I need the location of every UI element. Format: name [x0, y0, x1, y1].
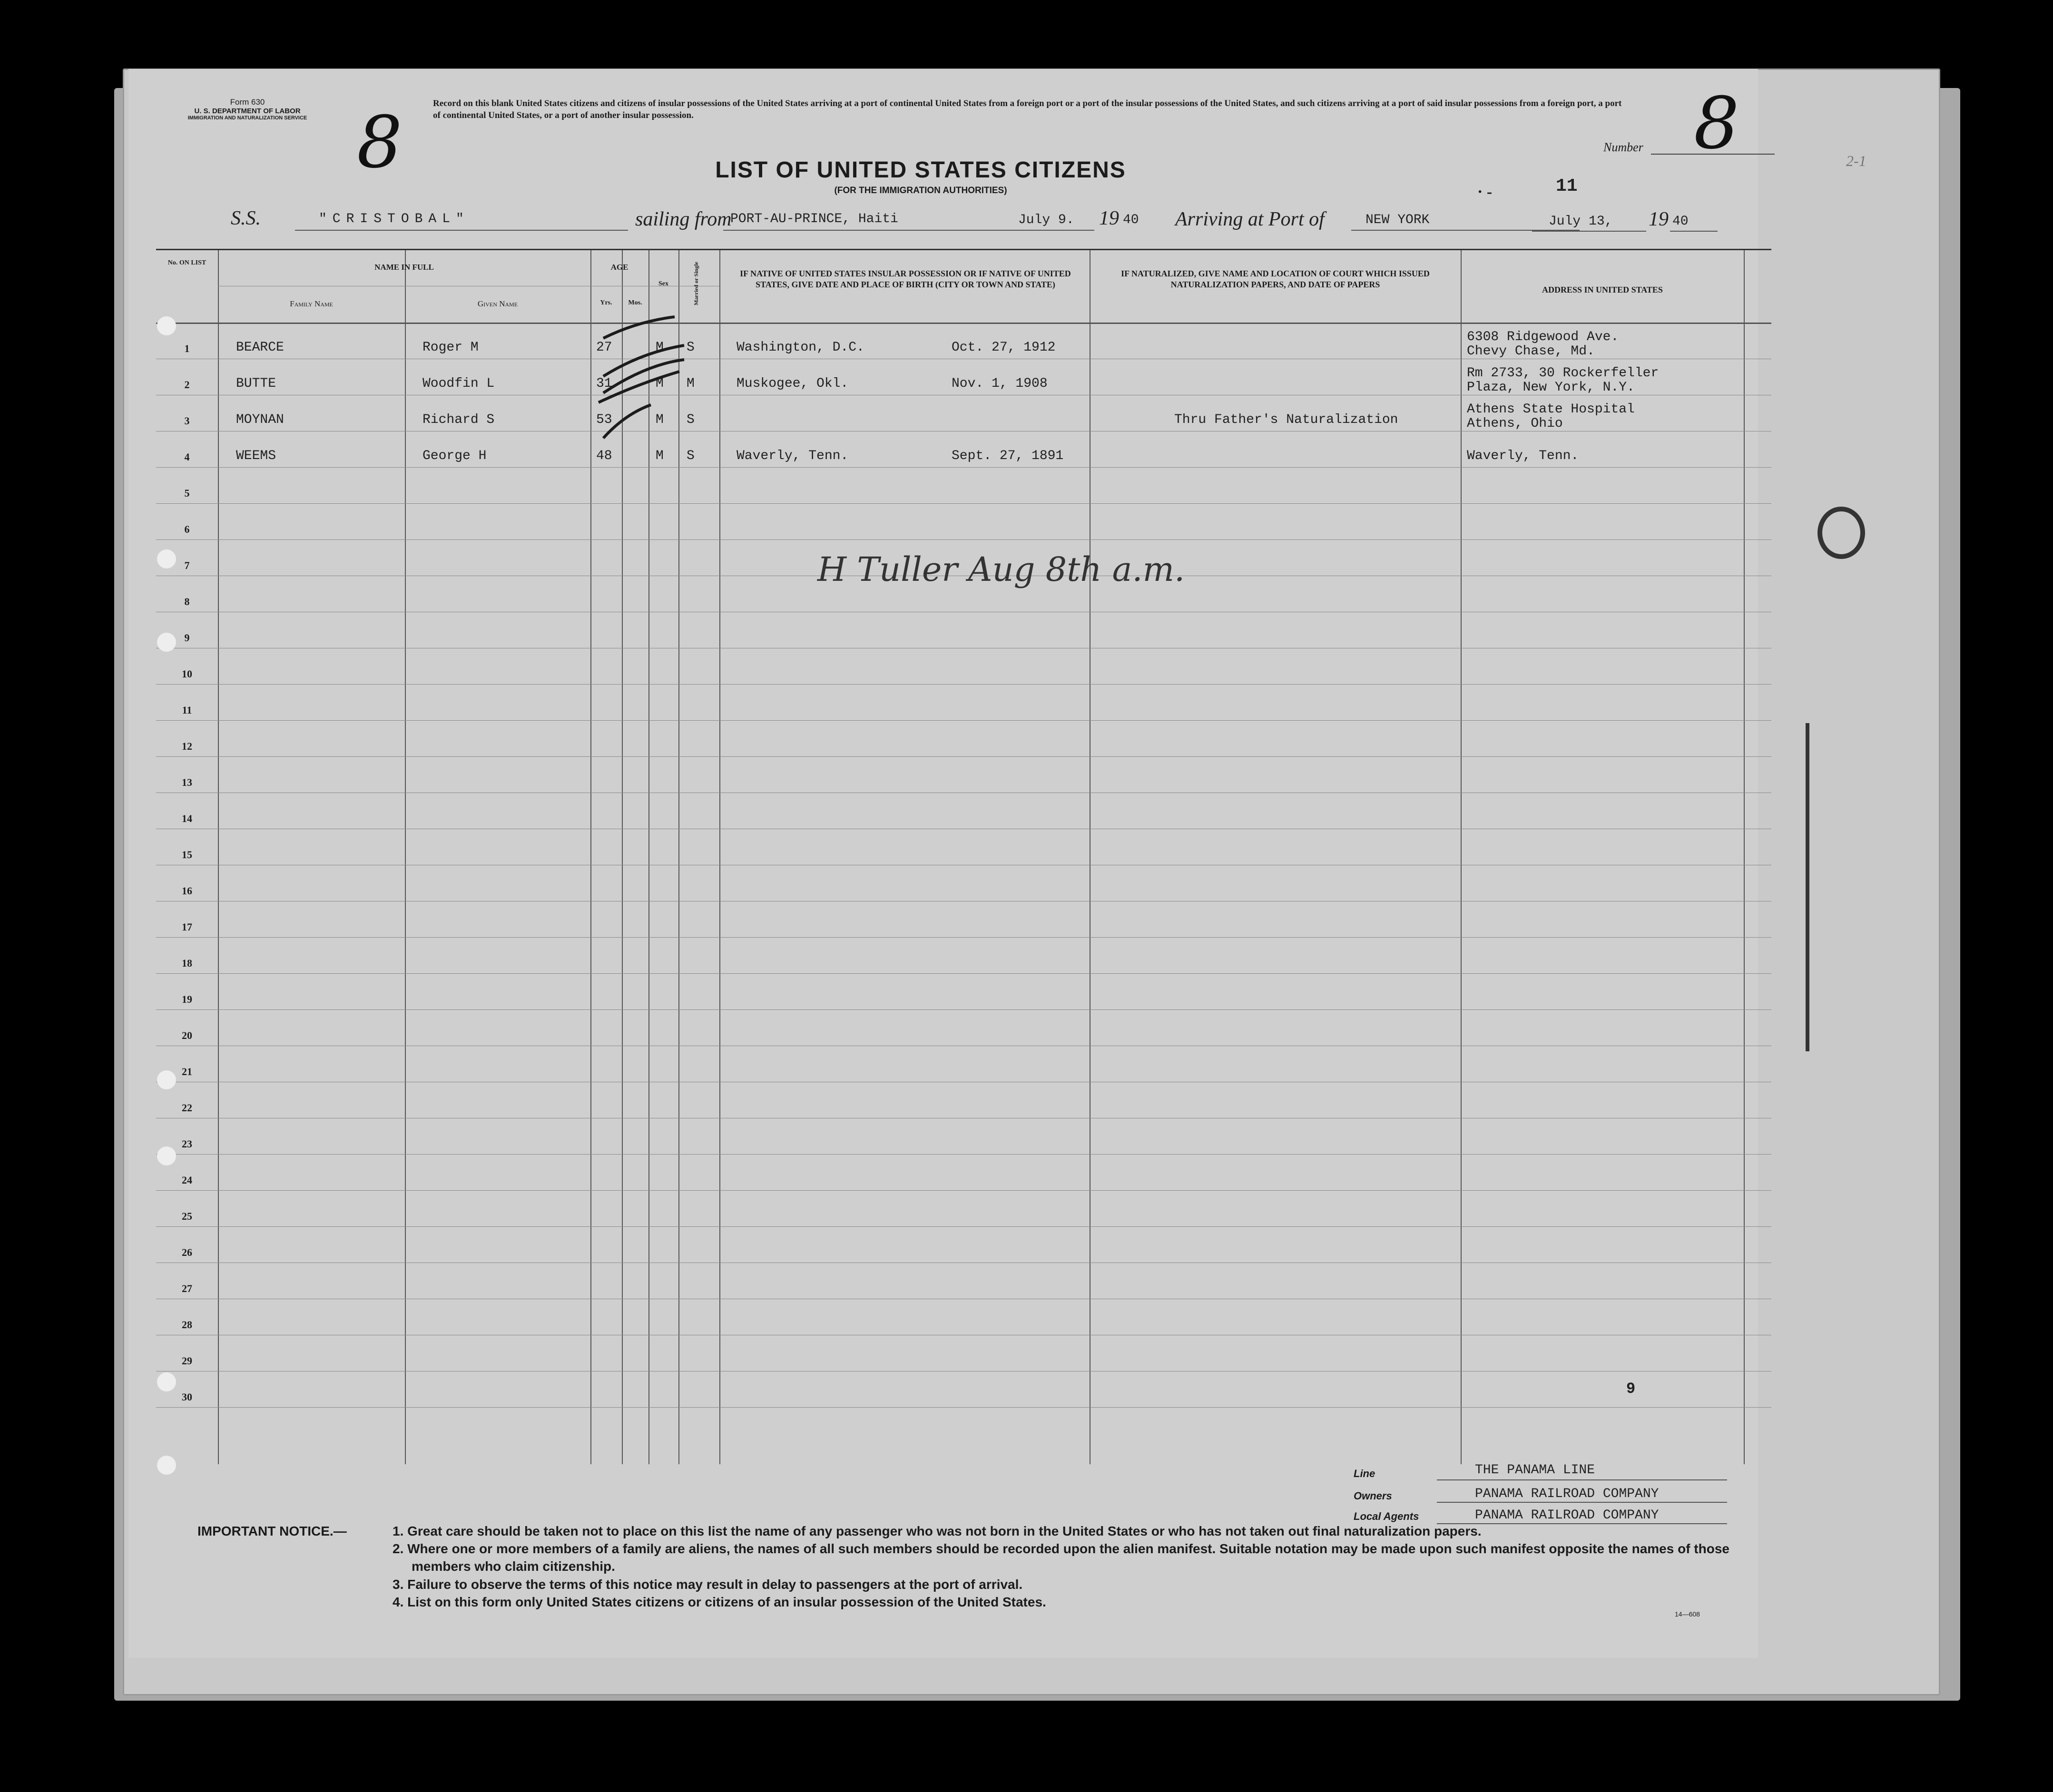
row-number: 13 — [182, 776, 192, 788]
row-line — [156, 1407, 1771, 1408]
given-name-cell: Woodfin L — [422, 376, 495, 391]
row-number: 19 — [182, 993, 192, 1005]
given-name-cell: Roger M — [422, 340, 479, 355]
row-number: 22 — [182, 1102, 192, 1114]
row-line — [156, 1154, 1771, 1155]
owners-value: PANAMA RAILROAD COMPANY — [1475, 1487, 1659, 1501]
row-number: 15 — [182, 849, 192, 861]
age-yrs-cell: 27 — [596, 340, 612, 355]
agents-value: PANAMA RAILROAD COMPANY — [1475, 1508, 1659, 1523]
binder-ring — [1817, 507, 1865, 559]
handwritten-number-left: 8 — [357, 101, 403, 184]
row-line — [156, 1226, 1771, 1227]
year-from: 40 — [1123, 213, 1139, 227]
row-number: 28 — [182, 1319, 192, 1331]
notice-item: 4. List on this form only United States citizens or citizens of an insular possession of the United States. — [393, 1594, 1046, 1609]
row-number: 24 — [182, 1174, 192, 1186]
header-married: Married or Single — [693, 262, 699, 305]
row-number: 5 — [184, 487, 190, 499]
row-number: 14 — [182, 813, 192, 824]
given-name-cell: George H — [422, 449, 487, 463]
row-number: 26 — [182, 1246, 192, 1258]
row-line — [156, 684, 1771, 685]
row-number: 6 — [184, 523, 190, 535]
line-underline — [1437, 1479, 1727, 1480]
birth-place-cell: Washington, D.C. — [737, 340, 864, 355]
row-line — [156, 1009, 1771, 1010]
notice-item: 3. Failure to observe the terms of this notice may result in delay to passengers at the port of arrival. — [393, 1577, 1023, 1592]
age-yrs-cell: 31 — [596, 376, 612, 391]
header-naturalized: IF NATURALIZED, GIVE NAME AND LOCATION OF COURT WHICH ISSUED NATURALIZATION PAPERS, AND DATE OF PAPERS — [1121, 269, 1430, 289]
year-to: 40 — [1672, 214, 1689, 229]
row-number: 16 — [182, 885, 192, 897]
naturalized-cell: Thru Father's Naturalization — [1174, 412, 1398, 427]
address-line1-cell: Athens State Hospital — [1467, 402, 1635, 417]
year-to-underline — [1670, 231, 1718, 232]
punch-hole — [157, 633, 176, 652]
family-name-cell: BUTTE — [236, 376, 276, 391]
header-given-name: Given Name — [477, 299, 518, 308]
record-instructions: Record on this blank United States citizens and citizens of insular possessions of the United States arriving at a port of continental United States from a foreign port or a port of the insular possessions of the United States, and such citizens arriving at a port of said insular possessions from a foreign port, a port of continental United States, or a port of another insular possession. — [433, 98, 1622, 121]
row-line — [156, 503, 1771, 504]
check-marks — [156, 250, 1771, 488]
row-line — [156, 756, 1771, 757]
sailing-label: sailing from — [635, 208, 732, 230]
given-name-cell: Richard S — [422, 412, 495, 427]
header-age: AGE — [610, 263, 629, 272]
footer-code: 14—608 — [1675, 1610, 1700, 1618]
notice-item: 2. Where one or more members of a family are aliens, the names of all such members should be recorded upon the alien manifest. Suitable notation may be made upon such manifest opposite the names of those members who claim citizenship. — [393, 1541, 1729, 1574]
address-line2-cell: Chevy Chase, Md. — [1467, 344, 1595, 359]
date-from-underline — [985, 230, 1094, 231]
sex-cell: M — [656, 449, 664, 463]
page-subtitle: (FOR THE IMMIGRATION AUTHORITIES) — [834, 186, 1007, 196]
punch-hole — [157, 1372, 176, 1391]
sheet-number: 11 — [1556, 176, 1578, 196]
row-number: 17 — [182, 921, 192, 933]
row-number: 9 — [184, 632, 190, 644]
year-prefix-from: 19 — [1099, 207, 1119, 229]
punch-hole — [157, 1146, 176, 1165]
punch-hole — [157, 549, 176, 568]
row-number: 2 — [184, 379, 190, 391]
row-line — [156, 539, 1771, 540]
ship-name: "CRISTOBAL" — [319, 212, 470, 226]
ss-label: S.S. — [231, 207, 261, 229]
header-birth: IF NATIVE OF UNITED STATES INSULAR POSSESSION OR IF NATIVE OF UNITED STATES, GIVE DATE AND PLACE OF BIRTH (CITY OR TOWN AND STATE) — [740, 269, 1071, 289]
row-number: 18 — [182, 957, 192, 969]
row-number: 4 — [184, 451, 190, 463]
row-number: 21 — [182, 1066, 192, 1077]
row-number: 3 — [184, 415, 190, 427]
row-number: 1 — [184, 343, 190, 354]
notice-lead: IMPORTANT NOTICE.— — [197, 1524, 347, 1538]
row-line — [156, 1190, 1771, 1191]
birth-date-cell: Nov. 1, 1908 — [952, 376, 1048, 391]
header-yrs: Yrs. — [600, 299, 612, 306]
age-yrs-cell: 48 — [596, 449, 612, 463]
marital-status-cell: S — [687, 340, 695, 355]
page-edge — [1806, 723, 1809, 1051]
handwritten-note: H Tuller Aug 8th a.m. — [817, 550, 1185, 589]
dash-mark: · - — [1477, 183, 1493, 201]
address-line1-cell: Waverly, Tenn. — [1467, 449, 1579, 463]
row-number: 7 — [184, 559, 190, 571]
department: U. S. DEPARTMENT OF LABOR — [194, 107, 301, 115]
row-line — [156, 720, 1771, 721]
number-label: Number — [1603, 140, 1643, 154]
address-line1-cell: 6308 Ridgewood Ave. — [1467, 330, 1619, 344]
header-family-name: Family Name — [290, 299, 333, 308]
manifest-table — [156, 249, 1771, 1464]
birth-date-cell: Oct. 27, 1912 — [952, 340, 1056, 355]
address-line1-cell: Rm 2733, 30 Rockerfeller — [1467, 366, 1659, 381]
row-number: 11 — [182, 704, 192, 716]
punch-hole — [157, 1070, 176, 1089]
service: IMMIGRATION AND NATURALIZATION SERVICE — [187, 115, 307, 121]
year-prefix-to: 19 — [1649, 208, 1669, 230]
marital-status-cell: S — [687, 449, 695, 463]
address-line2-cell: Plaza, New York, N.Y. — [1467, 380, 1635, 395]
port-to: NEW YORK — [1365, 213, 1430, 227]
notice-item: 1. Great care should be taken not to place on this list the name of any passenger who was not born in the United States or who has not taken out final naturalization papers. — [393, 1524, 1482, 1538]
form-number: Form 630 — [230, 98, 265, 107]
row-number: 30 — [182, 1391, 192, 1403]
row-number: 29 — [182, 1355, 192, 1367]
number-line — [1651, 154, 1775, 155]
date-to-underline — [1532, 231, 1646, 232]
row-number: 23 — [182, 1138, 192, 1150]
birth-place-cell: Muskogee, Okl. — [737, 376, 849, 391]
row-number: 25 — [182, 1210, 192, 1222]
margin-note: 2-1 — [1846, 152, 1866, 169]
header-sex: Sex — [658, 280, 668, 287]
line-value: THE PANAMA LINE — [1475, 1463, 1595, 1478]
date-to: July 13, — [1549, 214, 1613, 229]
arriving-label: Arriving at Port of — [1175, 208, 1325, 230]
header-no: No. ON LIST — [167, 259, 206, 266]
family-name-cell: WEEMS — [236, 449, 276, 463]
row-number: 10 — [182, 668, 192, 680]
address-line2-cell: Athens, Ohio — [1467, 416, 1563, 431]
header-address: ADDRESS IN UNITED STATES — [1542, 285, 1663, 294]
marital-status-cell: S — [687, 412, 695, 427]
family-name-cell: BEARCE — [236, 340, 284, 355]
punch-hole — [157, 1456, 176, 1475]
sex-cell: M — [656, 412, 664, 427]
page-title: LIST OF UNITED STATES CITIZENS — [715, 157, 1126, 183]
form-header — [181, 98, 314, 121]
family-name-cell: MOYNAN — [236, 412, 284, 427]
row-line — [156, 973, 1771, 974]
header-mos: Mos. — [628, 299, 642, 306]
header-name-in-full: NAME IN FULL — [374, 263, 434, 272]
row-number: 12 — [182, 740, 192, 752]
row-line — [156, 937, 1771, 938]
owners-underline — [1437, 1502, 1727, 1503]
address-mark: 9 — [1626, 1380, 1636, 1398]
row-number: 27 — [182, 1283, 192, 1294]
row-number: 8 — [184, 596, 190, 607]
age-yrs-cell: 53 — [596, 412, 612, 427]
manifest-sheet — [128, 69, 1758, 1658]
sex-cell: M — [656, 340, 664, 355]
line-label: Line — [1354, 1468, 1375, 1479]
date-from: July 9. — [1018, 213, 1074, 227]
punch-hole — [157, 316, 176, 335]
birth-date-cell: Sept. 27, 1891 — [952, 449, 1064, 463]
sex-cell: M — [656, 376, 664, 391]
owners-label: Owners — [1354, 1490, 1392, 1502]
birth-place-cell: Waverly, Tenn. — [737, 449, 849, 463]
marital-status-cell: M — [687, 376, 695, 391]
ship-underline — [295, 230, 628, 231]
agents-label: Local Agents — [1354, 1510, 1419, 1522]
row-number: 20 — [182, 1029, 192, 1041]
notice-items — [393, 1522, 1772, 1611]
handwritten-number-right: 8 — [1694, 82, 1739, 165]
port-from: PORT-AU-PRINCE, Haiti — [730, 212, 898, 226]
